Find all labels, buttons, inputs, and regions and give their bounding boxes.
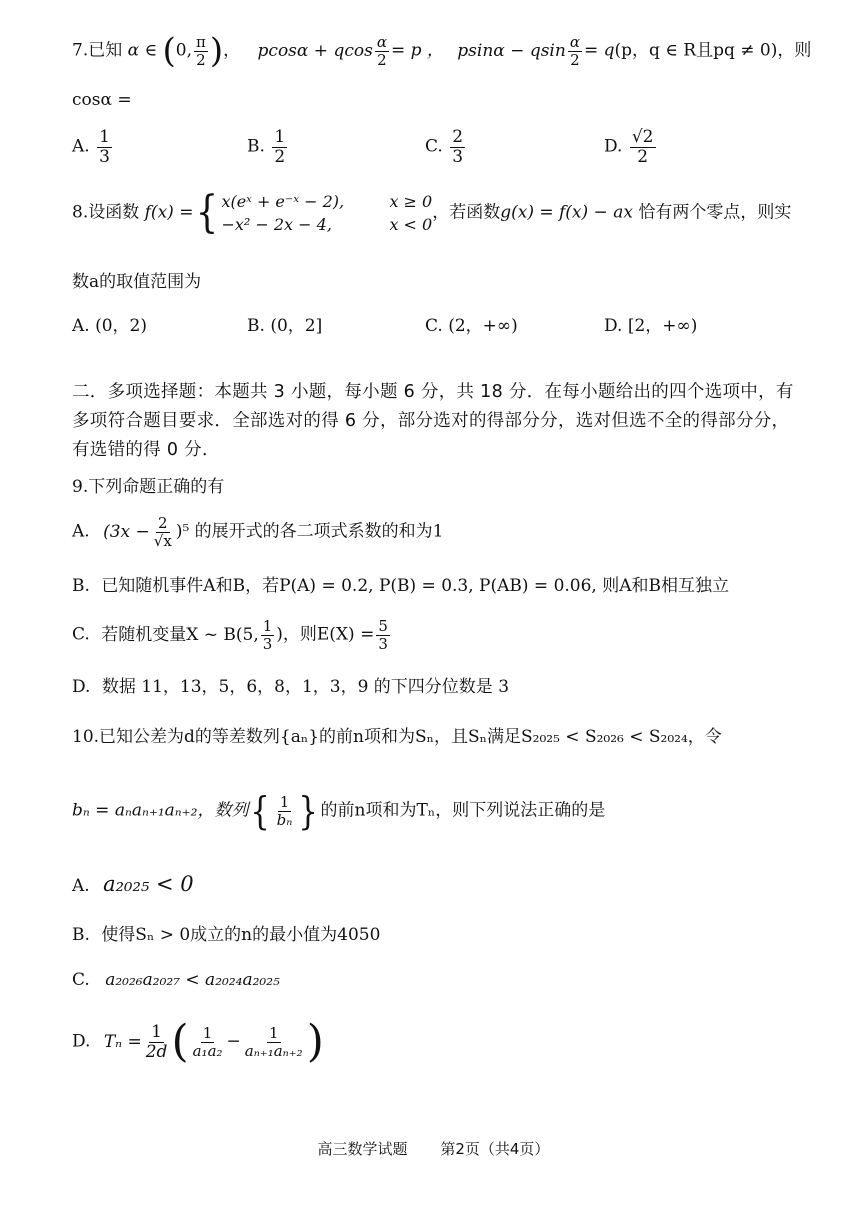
q10-brace-close: } <box>298 789 319 833</box>
q8-stem <box>72 187 792 239</box>
q7-pi-frac <box>194 34 208 68</box>
q7-half-num-2: α <box>569 33 580 51</box>
q7-half-den-1: 2 <box>377 50 387 69</box>
page-footer <box>0 1140 867 1158</box>
q9-option-b <box>72 576 729 596</box>
q9-option-b-label: B. <box>72 576 90 596</box>
q8-option-a-label: A. <box>72 316 90 336</box>
q8-option-d-text: [2，+∞) <box>627 316 698 336</box>
footer-page: 第2页（共4页） <box>440 1140 550 1158</box>
q7-half-frac-2 <box>568 34 582 68</box>
q10-stem2-post: 的前n项和为Tₙ，则下列说法正确的是 <box>320 800 606 821</box>
q8-option-d-label: D. <box>604 316 623 336</box>
q7-option-c <box>425 128 467 166</box>
q8-fx: f(x) = <box>144 202 194 223</box>
q7-a-num: 1 <box>99 127 110 147</box>
q7-option-b-label: B. <box>247 136 265 157</box>
q7-cond3-tail: (p，q ∈ R且pq ≠ 0)，则 <box>614 40 812 61</box>
q10-stem-line1: 10.已知公差为d的等差数列{aₙ}的前n项和为Sₙ，且Sₙ满足S₂₀₂₅ < S₂₀₂₆ < S₂₀₂₄，令 <box>72 727 722 747</box>
q7-half-frac-1 <box>375 34 389 68</box>
q8-case2-expr: −x² − 2x − 4, <box>221 215 332 235</box>
q10-b-text: 使得Sₙ > 0成立的n的最小值为4050 <box>101 925 381 945</box>
q9-c-frac <box>261 618 275 652</box>
q9-c-res-den: 3 <box>378 634 388 653</box>
q9-a-num: 2 <box>158 514 168 532</box>
q10-d-pre: Tₙ = <box>103 1031 142 1052</box>
q10-option-d <box>72 1016 324 1067</box>
q7-paren-open: ( <box>162 31 176 71</box>
q7-cond2-pre: pcosα + qcos <box>257 40 373 61</box>
q7-option-d-frac <box>630 128 656 166</box>
q10-d-paren-open: ( <box>171 1016 189 1067</box>
q7-half-den-2: 2 <box>570 50 580 69</box>
q7-line2: cosα = <box>72 90 132 110</box>
q8-pre: 设函数 <box>88 202 140 223</box>
q8-option-b-text: (0，2] <box>270 316 323 336</box>
q7-number: 7. <box>72 40 89 61</box>
q9-c-frac-den: 3 <box>262 634 273 653</box>
q8-case1-cond: x ≥ 0 <box>389 192 433 211</box>
q7-c-num: 2 <box>452 127 464 147</box>
q8-option-a-text: (0，2) <box>95 316 147 336</box>
q7-d-num: √2 <box>631 127 654 147</box>
q10-d-coef-den: 2d <box>145 1041 168 1062</box>
q10-option-b-label: B. <box>72 925 90 945</box>
q8-post2: 恰有两个零点，则实 <box>638 202 792 223</box>
q7-pi-num: π <box>196 33 206 51</box>
q8-case2 <box>221 213 432 236</box>
q9-option-d-label: D. <box>72 677 91 697</box>
q9-b-text: 已知随机事件A和B，若P(A) = 0.2, P(B) = 0.3, P(AB) = 0.06, 则A和B相互独立 <box>101 576 730 596</box>
section2-instructions: 二．多项选择题：本题共 3 小题，每小题 6 分，共 18 分．在每小题给出的四个选项中，有多项符合题目要求．全部选对的得 6 分，部分选对的得部分分，选对但选不全的得部分分，有选错的得 0 分． <box>72 382 794 460</box>
q9-a-den: √x <box>153 531 172 550</box>
q7-option-d <box>604 128 658 166</box>
q10-d-minus: − <box>226 1031 241 1052</box>
q7-option-c-frac <box>450 128 465 166</box>
q8-option-b <box>247 316 322 336</box>
q9-option-c <box>72 618 392 652</box>
q7-option-d-label: D. <box>604 136 623 157</box>
q10-c-text: a₂₀₂₆a₂₀₂₇ < a₂₀₂₄a₂₀₂₅ <box>105 970 280 990</box>
q7-cond1: α ∈ <box>127 40 158 61</box>
q7-option-c-label: C. <box>425 136 443 157</box>
q9-a-frac <box>152 515 174 549</box>
q7-known: 已知 <box>88 40 123 61</box>
q7-half-num-1: α <box>376 33 387 51</box>
q9-c-frac-num: 1 <box>262 617 273 635</box>
q9-c-mid: )，则E(X) = <box>276 624 375 645</box>
q8-option-d <box>604 316 697 336</box>
q9-option-d <box>72 677 509 697</box>
q10-d-t2-den: aₙ₊₁aₙ₊₂ <box>244 1041 303 1060</box>
q10-option-a <box>72 872 194 897</box>
q8-post: ，若函数 <box>432 202 501 223</box>
q8-number: 8. <box>72 202 89 223</box>
q8-line2: 数a的取值范围为 <box>72 272 202 292</box>
q10-d-paren-close: ) <box>306 1016 324 1067</box>
q10-a-text: a₂₀₂₅ < 0 <box>103 872 194 896</box>
q8-case2-cond: x < 0 <box>389 215 433 235</box>
q7-option-a-frac <box>97 128 112 166</box>
q10-stem2-frac <box>275 794 295 828</box>
q7-cond3-post: = q <box>583 40 615 61</box>
q7-stem: 7.已知 α ∈ (0, $\frac{\pi}{2}$ )， pcosα + qcos $\frac{\alpha}{2}$ = p ， psinα − qsin $\frac{\alpha}{2}$ = q(p，q ∈ R且pq ≠ 0)，则 <box>72 31 812 71</box>
q9-a-text: 的展开式的各二项式系数的和为1 <box>194 521 444 542</box>
q10-option-c-label: C. <box>72 970 90 990</box>
q10-option-c <box>72 970 280 990</box>
q9-c-res-frac <box>376 618 390 652</box>
q10-stem2-den: bₙ <box>276 810 293 829</box>
q7-interval-left: 0, <box>175 40 193 61</box>
q10-stem-line2 <box>72 789 606 833</box>
q10-option-d-label: D. <box>72 1031 91 1052</box>
footer-title: 高三数学试题 <box>317 1140 408 1158</box>
q7-option-b <box>247 128 289 166</box>
q8-brace: { <box>196 187 219 239</box>
q7-paren-close: ) <box>209 31 224 71</box>
q7-c-den: 3 <box>452 146 464 167</box>
q10-stem2-num: 1 <box>279 793 290 811</box>
q10-d-t2-num: 1 <box>268 1024 279 1042</box>
q7-b-num: 1 <box>274 127 286 147</box>
q8-option-b-label: B. <box>247 316 265 336</box>
q9-d-text: 数据 11，13，5，6，8，1，3，9 的下四分位数是 3 <box>101 677 510 697</box>
q8-piecewise <box>221 190 432 236</box>
q7-b-den: 2 <box>274 146 286 167</box>
q10-d-coef-frac <box>144 1023 170 1061</box>
q8-option-c-label: C. <box>425 316 443 336</box>
q8-option-c <box>425 316 518 336</box>
q7-pi-den: 2 <box>196 50 206 69</box>
q10-stem2-pre: bₙ = aₙaₙ₊₁aₙ₊₂，数列 <box>72 800 249 821</box>
q7-d-den: 2 <box>637 146 649 167</box>
q7-cond2-post: = p ， <box>390 40 444 61</box>
q10-d-coef-num: 1 <box>151 1021 162 1042</box>
q10-d-t1-num: 1 <box>202 1024 213 1042</box>
q9-stem: 9.下列命题正确的有 <box>72 477 225 497</box>
q9-option-a-label: A. <box>72 521 90 542</box>
q8-case1-expr: x(eˣ + e⁻ˣ − 2), <box>221 192 345 211</box>
q8-case1 <box>221 190 432 213</box>
q7-option-a <box>72 128 114 166</box>
q10-d-term2 <box>243 1025 305 1059</box>
q9-a-post: )⁵ <box>175 521 190 542</box>
q10-d-term1 <box>191 1025 225 1059</box>
q8-option-a <box>72 316 147 336</box>
q7-option-a-label: A. <box>72 136 90 157</box>
q9-option-a <box>72 515 444 549</box>
q7-option-b-frac <box>272 128 287 166</box>
q9-c-pre: 若随机变量X ~ B(5, <box>101 624 259 645</box>
q10-d-t1-den: a₁a₂ <box>192 1041 223 1060</box>
q10-brace-open: { <box>250 789 271 833</box>
q9-c-res-num: 5 <box>378 617 388 635</box>
q9-option-c-label: C. <box>72 624 90 645</box>
q10-option-a-label: A. <box>72 876 90 896</box>
q7-cond3-pre: psinα − qsin <box>457 40 566 61</box>
q9-a-pre: (3x − <box>103 521 150 542</box>
q7-a-den: 3 <box>99 146 110 167</box>
q8-option-c-text: (2，+∞) <box>448 316 518 336</box>
q8-gx: g(x) = f(x) − ax <box>500 202 633 223</box>
q10-option-b <box>72 925 380 945</box>
